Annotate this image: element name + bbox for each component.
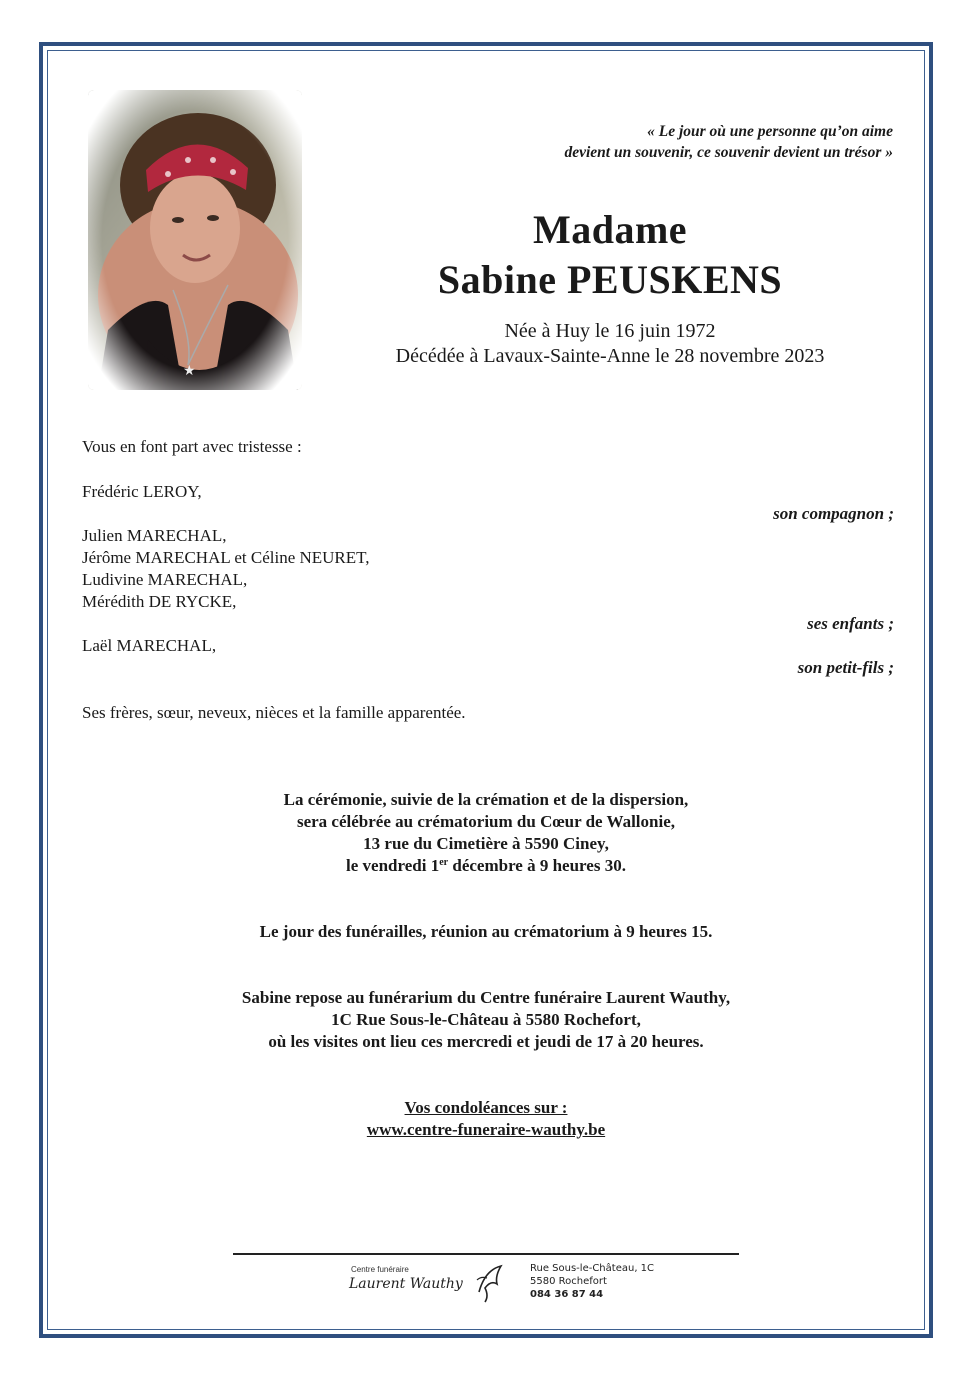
ceremony-date-sup: er [439, 857, 449, 868]
family-name: Laël MARECHAL, [82, 636, 217, 655]
ceremony-line: sera célébrée au crématorium du Cœur de Wallonie, [296, 812, 676, 831]
logo-script-name: Laurent Wauthy [349, 1276, 463, 1292]
epitaph-quote [393, 121, 893, 163]
ceremony-date-post: décembre à 9 heures 30. [448, 856, 626, 875]
announcement-intro: Vous en font part avec tristesse : [82, 437, 302, 456]
condolences-label: Vos condoléances sur : [404, 1098, 568, 1117]
family-name: Frédéric LEROY, [82, 482, 202, 501]
condolences [86, 1097, 886, 1141]
family-relation: son petit-fils ; [797, 658, 894, 677]
footer-divider [233, 1253, 739, 1255]
ceremony-line: 13 rue du Cimetière à 5590 Ciney, [363, 834, 609, 853]
ceremony-line: La cérémonie, suivie de la crémation et de la dispersion, [283, 790, 689, 809]
funeral-home-logo [345, 1262, 515, 1306]
address-line: 5580 Rochefort [530, 1276, 607, 1287]
ceremony-date-line [86, 855, 886, 877]
ceremony-details [86, 789, 886, 877]
life-dates [330, 319, 890, 369]
condolences-link[interactable]: www.centre-funeraire-wauthy.be [366, 1120, 606, 1139]
portrait-photo [88, 90, 302, 390]
family-name: Mérédith DE RYCKE, [82, 592, 237, 611]
address-line: Rue Sous-le-Château, 1C [530, 1263, 655, 1274]
footer-address [530, 1262, 654, 1301]
repose-details [86, 987, 886, 1053]
birth-line: Née à Huy le 16 juin 1972 [504, 320, 716, 342]
family-relation: son compagnon ; [773, 504, 894, 523]
deceased-name: Sabine PEUSKENS [437, 257, 783, 302]
quote-line-1: « Le jour où une personne qu’on aime [647, 123, 893, 140]
family-companion [82, 481, 894, 525]
gathering-notice: Le jour des funérailles, réunion au crématorium à 9 heures 15. [259, 922, 713, 941]
family-relation: ses enfants ; [807, 614, 894, 633]
logo-caption: Centre funéraire [351, 1265, 409, 1274]
family-grandchild [82, 635, 894, 679]
dove-icon [471, 1262, 511, 1306]
ceremony-date-pre: le vendredi 1 [346, 856, 440, 875]
family-name: Ludivine MARECHAL, [82, 570, 248, 589]
death-line: Décédée à Lavaux-Sainte-Anne le 28 novembre 2023 [395, 345, 825, 367]
repose-line: Sabine repose au funérarium du Centre funéraire Laurent Wauthy, [241, 988, 731, 1007]
phone-number: 084 36 87 44 [530, 1289, 604, 1300]
family-name: Jérôme MARECHAL et Céline NEURET, [82, 548, 370, 567]
repose-line: 1C Rue Sous-le-Château à 5580 Rochefort, [331, 1010, 641, 1029]
family-children [82, 525, 894, 635]
extended-family: Ses frères, sœur, neveux, nièces et la famille apparentée. [82, 703, 466, 722]
family-name: Julien MARECHAL, [82, 526, 227, 545]
repose-line: où les visites ont lieu ces mercredi et jeudi de 17 à 20 heures. [268, 1032, 704, 1051]
deceased-title [330, 205, 890, 369]
quote-line-2: devient un souvenir, ce souvenir devient un trésor » [564, 144, 893, 161]
honorific: Madame [532, 207, 688, 252]
